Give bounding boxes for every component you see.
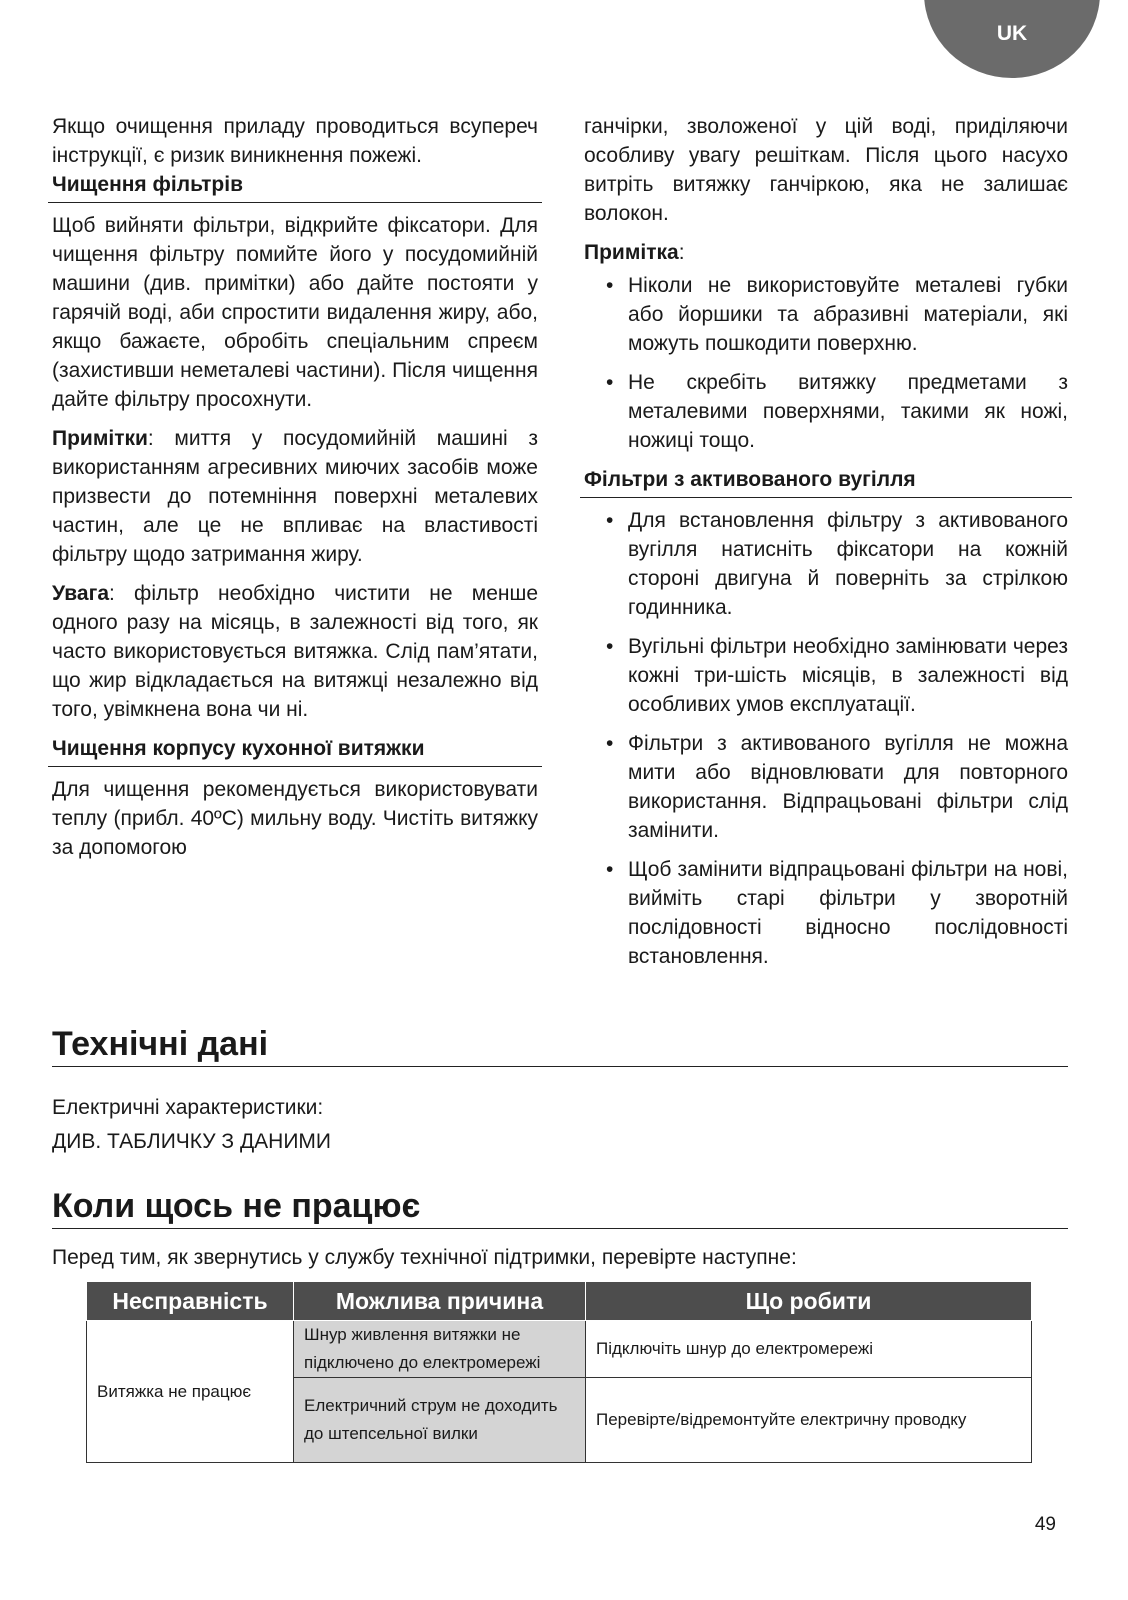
list-item: • Фільтри з активованого вугілля не можна мити або відновлювати для повторного використання. Відпрацьовані фільтри слід замінити.	[584, 729, 1068, 845]
troubleshooting-heading: Коли щось не працює	[52, 1186, 1068, 1229]
page-number: 49	[1034, 1514, 1056, 1535]
carbon-filters-list	[584, 506, 1068, 971]
list-item: • Для встановлення фільтру з активованого вугілля натисніть фіксатори на кожній стороні двигуна й поверніть за стрілкою годинника.	[584, 506, 1068, 622]
table-row	[87, 1321, 1032, 1378]
notes-text: : миття у посудомийній машині з використанням агресивних миючих засобів може призвести до потемніння поверхні металевих частин, але це не впливає на властивості фільтру щодо затримання жиру.	[52, 427, 538, 566]
notes-label: Примітки	[52, 427, 148, 450]
filters-paragraph: Щоб вийняти фільтри, відкрийте фіксатори. Для чищення фільтру помийте його у посудомийній машини (див. примітки) або дайте постояти у гарячій воді, аби спростити видалення жиру, або, якщо бажаєте, обробіть спеціальним спреєм (захистивши неметалеві частини). Після чищення дайте фільтру просохнути.	[52, 214, 538, 411]
cause-cell: Електричний струм не доходить до штепсельної вилки	[294, 1378, 586, 1463]
cause-cell: Шнур живлення витяжки не підключено до електромережі	[294, 1321, 586, 1378]
body-cleaning-heading: Чищення корпусу кухонної витяжки	[48, 734, 542, 767]
language-tab-label: UK	[996, 22, 1028, 45]
attention-label: Увага	[52, 582, 110, 605]
fault-cell: Витяжка не працює	[87, 1321, 294, 1463]
filters-heading: Чищення фільтрів	[48, 170, 542, 203]
tech-data-heading: Технічні дані	[52, 1024, 1068, 1067]
language-tab	[924, 0, 1100, 78]
note-colon: :	[678, 241, 685, 264]
left-column	[52, 112, 538, 862]
list-item: • Вугільні фільтри необхідно замінювати через кожні три-шість місяців, в залежності від особливих умов експлуатації.	[584, 632, 1068, 719]
tech-data-line-1: Електричні характеристики:	[52, 1096, 324, 1119]
right-column	[584, 112, 1068, 981]
carbon-filters-heading: Фільтри з активованого вугілля	[580, 465, 1072, 498]
table-header-row	[87, 1282, 1032, 1321]
action-cell: Перевірте/відремонтуйте електричну проводку	[586, 1378, 1032, 1463]
intro-paragraph: Якщо очищення приладу проводиться всупереч інструкції, є ризик виникнення пожежі.	[52, 115, 538, 167]
header-fault: Несправність	[87, 1282, 294, 1321]
tech-data-line-2: ДИВ. ТАБЛИЧКУ З ДАНИМИ	[52, 1130, 332, 1153]
action-cell: Підключіть шнур до електромережі	[586, 1321, 1032, 1378]
troubleshooting-intro: Перед тим, як звернутись у службу технічної підтримки, перевірте наступне:	[52, 1246, 797, 1269]
note-label: Примітка	[584, 241, 679, 264]
attention-paragraph	[52, 579, 538, 724]
troubleshooting-table	[86, 1281, 1032, 1463]
header-action: Що робити	[586, 1282, 1032, 1321]
attention-text: : фільтр необхідно чистити не менше одного разу на місяць, в залежності від того, як часто використовується витяжка. Слід пам’ятати, що жир відкладається на витяжці незалежно від того, увімкнена вона чи ні.	[52, 582, 538, 721]
notes-paragraph	[52, 424, 538, 569]
list-item: • Ніколи не використовуйте металеві губки або йоршики та абразивні матеріали, які можуть пошкодити поверхню.	[584, 271, 1068, 358]
note-heading	[584, 238, 1068, 267]
note-list	[584, 271, 1068, 455]
list-item: • Не скребіть витяжку предметами з металевими поверхнями, такими як ножі, ножиці тощо.	[584, 368, 1068, 455]
continuation-paragraph: ганчірки, зволоженої у цій воді, приділяючи особливу увагу решіткам. Після цього насухо витріть витяжку ганчіркою, яка не залишає волокон.	[584, 115, 1068, 225]
body-cleaning-paragraph: Для чищення рекомендується використовувати теплу (прибл. 40ºC) мильну воду. Чистіть витяжку за допомогою	[52, 778, 538, 859]
header-cause: Можлива причина	[294, 1282, 586, 1321]
list-item: • Щоб замінити відпрацьовані фільтри на нові, вийміть старі фільтри у зворотній послідовності відносно послідовності встановлення.	[584, 855, 1068, 971]
